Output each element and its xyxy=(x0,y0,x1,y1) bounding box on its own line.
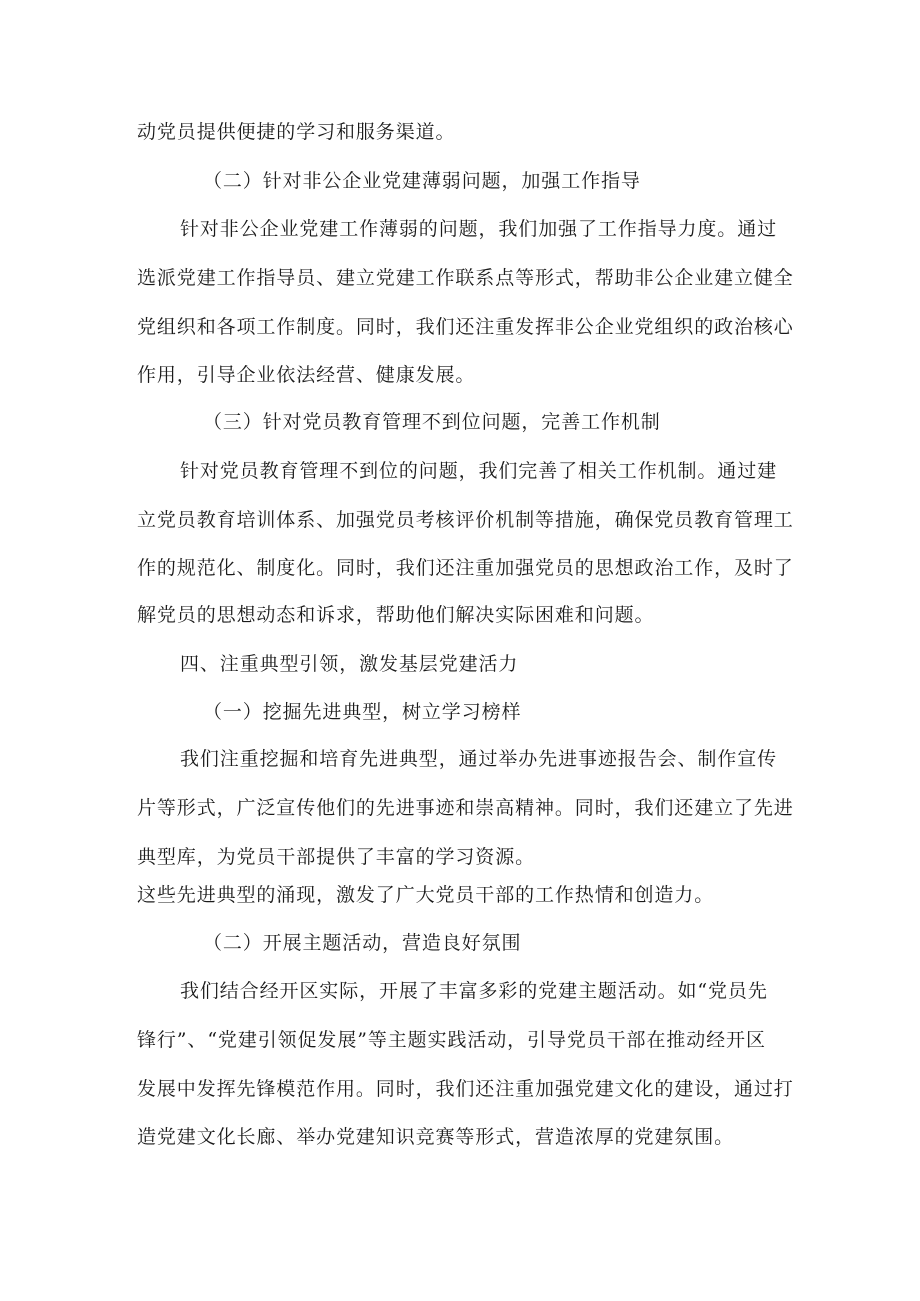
paragraph-line: 发展中发挥先锋模范作用。同时，我们还注重加强党建文化的建设，通过打 xyxy=(137,1078,794,1100)
chapter-heading-4: 四、注重典型引领，激发基层党建活力 xyxy=(180,653,519,675)
paragraph-line: 典型库，为党员干部提供了丰富的学习资源。 xyxy=(137,846,536,868)
paragraph-line: 我们注重挖掘和培育先进典型，通过举办先进事迹报告会、制作宣传 xyxy=(180,748,778,770)
section-heading-2: （二）开展主题活动，营造良好氛围 xyxy=(203,932,522,954)
paragraph-line: 我们结合经开区实际，开展了丰富多彩的党建主题活动。如“党员先 xyxy=(180,980,768,1002)
paragraph-line: 片等形式，广泛宣传他们的先进事迹和崇高精神。同时，我们还建立了先进 xyxy=(137,797,794,819)
section-heading-3: （三）针对党员教育管理不到位问题，完善工作机制 xyxy=(203,411,661,433)
paragraph-line: 针对党员教育管理不到位的问题，我们完善了相关工作机制。通过建 xyxy=(180,460,778,482)
paragraph-line: 这些先进典型的涌现，激发了广大党员干部的工作热情和创造力。 xyxy=(137,884,715,906)
paragraph-line: 针对非公企业党建工作薄弱的问题，我们加强了工作指导力度。通过 xyxy=(180,218,778,240)
paragraph-line: 选派党建工作指导员、建立党建工作联系点等形式，帮助非公企业建立健全 xyxy=(137,267,794,289)
paragraph-line: 解党员的思想动态和诉求，帮助他们解决实际困难和问题。 xyxy=(137,604,655,626)
paragraph-line: 党组织和各项工作制度。同时，我们还注重发挥非公企业党组织的政治核心 xyxy=(137,316,794,338)
paragraph-line: 锋行”、“党建引领促发展”等主题实践活动，引导党员干部在推动经开区 xyxy=(137,1029,766,1051)
paragraph-line: 造党建文化长廊、举办党建知识竞赛等形式，营造浓厚的党建氛围。 xyxy=(137,1126,735,1148)
paragraph-line: 作的规范化、制度化。同时，我们还注重加强党员的思想政治工作，及时了 xyxy=(137,557,794,579)
paragraph-line: 动党员提供便捷的学习和服务渠道。 xyxy=(137,121,456,143)
section-heading-2: （二）针对非公企业党建薄弱问题，加强工作指导 xyxy=(203,170,641,192)
paragraph-line: 立党员教育培训体系、加强党员考核评价机制等措施，确保党员教育管理工 xyxy=(137,509,794,531)
paragraph-line: 作用，引导企业依法经营、健康发展。 xyxy=(137,364,476,386)
section-heading-1: （一）挖掘先进典型，树立学习榜样 xyxy=(203,701,522,723)
